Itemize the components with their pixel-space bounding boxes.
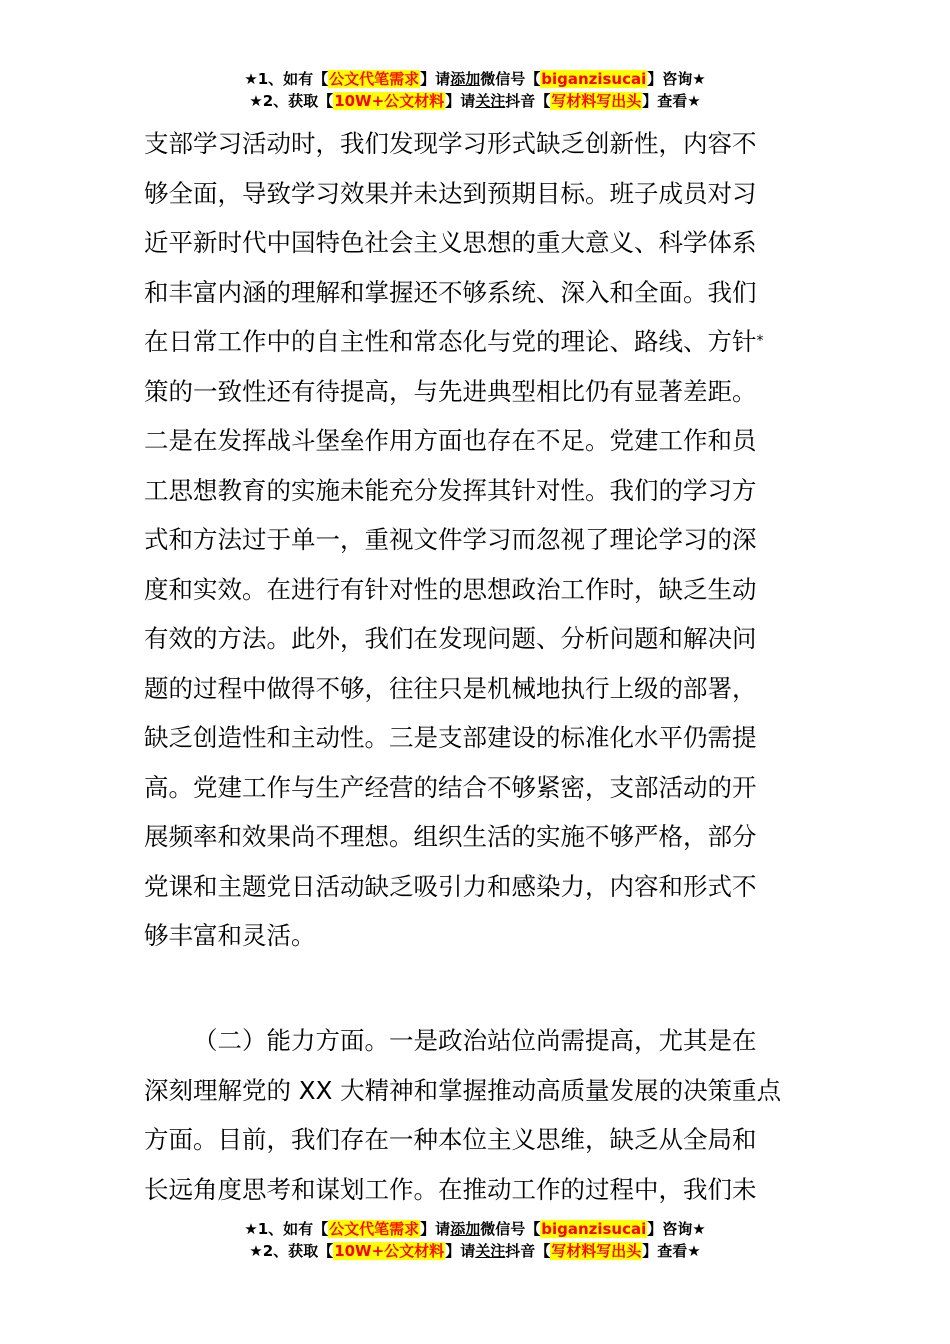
text-line: 够丰富和灵活。 — [144, 921, 316, 950]
text-line: 二是在发挥战斗堡垒作用方面也存在不足。党建工作和员 — [144, 426, 757, 455]
text-line: 长远角度思考和谋划工作。在推动工作的过程中，我们未 — [144, 1174, 757, 1204]
text-line: 支部学习活动时，我们发现学习形式缺乏创新性，内容不 — [144, 129, 757, 158]
text-line: 方面。目前，我们存在一种本位主义思维，缺乏从全局和 — [144, 1125, 757, 1154]
text-line: 策的一致性还有待提高，与先进典型相比仍有显著差距。 — [144, 376, 757, 406]
text-line: 题的过程中做得不够，往往只是机械地执行上级的部署， — [144, 673, 757, 703]
banner-line-2: ★2、获取【10W+公文材料】请关注抖音【写材料写出头】查看★ — [249, 1242, 701, 1260]
highlight-materials: 10W+公文材料 — [334, 1242, 445, 1260]
text-line: 在日常工作中的自主性和常态化与党的理论、路线、方针* — [144, 327, 764, 356]
highlight-wechat-id: biganzisucai — [541, 70, 647, 88]
highlight-service: 公文代笔需求 — [329, 70, 420, 88]
text-line: 够全面，导致学习效果并未达到预期目标。班子成员对习 — [144, 178, 757, 208]
text-line: 展频率和效果尚不理想。组织生活的实施不够严格，部分 — [144, 822, 757, 851]
paragraph-2 — [144, 1016, 812, 1214]
highlight-materials: 10W+公文材料 — [334, 92, 445, 110]
footer-banner — [0, 1218, 950, 1262]
text-line: 度和实效。在进行有针对性的思想政治工作时，缺乏生动 — [144, 574, 757, 604]
text-line: 高。党建工作与生产经营的结合不够紧密，支部活动的开 — [144, 772, 757, 802]
highlight-douyin: 写材料写出头 — [551, 92, 642, 110]
header-banner — [0, 68, 950, 112]
highlight-wechat-id: biganzisucai — [541, 1220, 647, 1238]
text-line: 式和方法过于单一，重视文件学习而忽视了理论学习的深 — [144, 525, 757, 554]
paragraph-1 — [144, 119, 812, 961]
footnote-mark: * — [756, 333, 764, 349]
text-line: 深刻理解党的 XX 大精神和掌握推动高质量发展的决策重点 — [144, 1075, 782, 1105]
text-line: 缺乏创造性和主动性。三是支部建设的标准化水平仍需提 — [144, 723, 757, 752]
text-line: 近平新时代中国特色社会主义思想的重大意义、科学体系 — [144, 228, 757, 257]
banner-line-2: ★2、获取【10W+公文材料】请关注抖音【写材料写出头】查看★ — [249, 92, 701, 110]
text-line: 和丰富内涵的理解和掌握还不够系统、深入和全面。我们 — [144, 277, 757, 307]
banner-line-1: ★1、如有【公文代笔需求】请添加微信号【biganzisucai】咨询★ — [244, 70, 706, 88]
highlight-service: 公文代笔需求 — [329, 1220, 420, 1238]
banner-line-1: ★1、如有【公文代笔需求】请添加微信号【biganzisucai】咨询★ — [244, 1220, 706, 1238]
highlight-douyin: 写材料写出头 — [551, 1242, 642, 1260]
text-line: 有效的方法。此外，我们在发现问题、分析问题和解决问 — [144, 624, 757, 653]
text-line: （二）能力方面。一是政治站位尚需提高，尤其是在 — [193, 1026, 757, 1055]
text-line: 工思想教育的实施未能充分发挥其针对性。我们的学习方 — [144, 475, 757, 505]
text-line: 党课和主题党日活动缺乏吸引力和感染力，内容和形式不 — [144, 871, 757, 901]
